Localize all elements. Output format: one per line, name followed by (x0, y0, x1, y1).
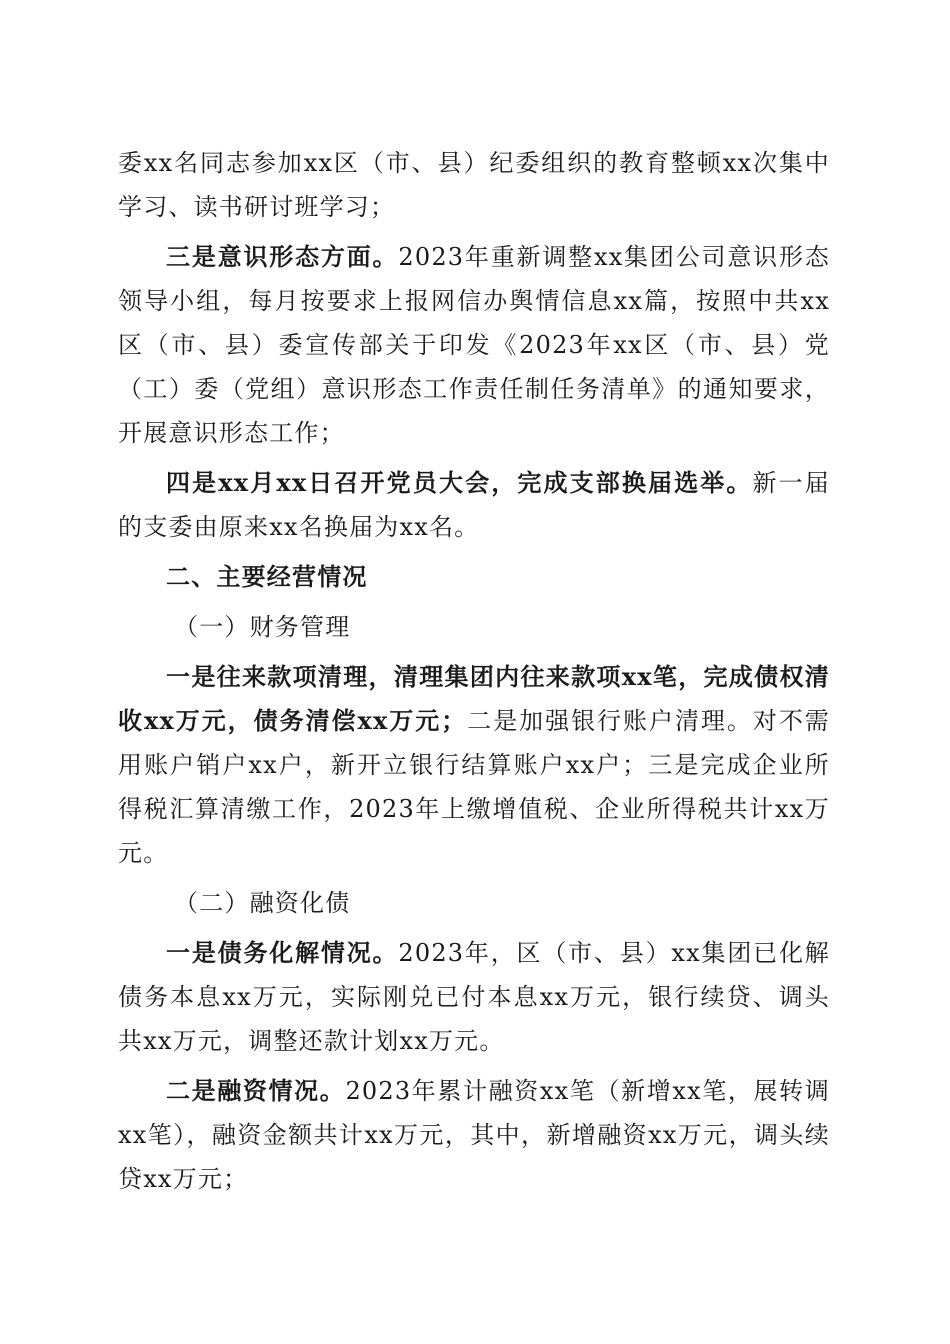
paragraph-training (118, 141, 830, 229)
subsection-heading-financing: （二）融资化债 (174, 889, 351, 917)
paragraph-text: 2023年累计融资xx笔（新增xx笔，展转调xx笔），融资金额共计xx万元，其中，新增融资xx万元，调头续贷xx万元； (118, 1077, 830, 1193)
paragraph-text: 2023年，区（市、县）xx集团已化解债务本息xx万元，实际刚兑已付本息xx万元，银行续贷、调头共xx万元，调整还款计划xx万元。 (118, 939, 830, 1055)
paragraph-debt (118, 931, 830, 1063)
subsection-heading-finance: （一）财务管理 (174, 613, 351, 641)
section-heading-operations: 二、主要经营情况 (166, 563, 368, 591)
paragraph-lead: 一是债务化解情况。 (166, 938, 399, 967)
paragraph-text: 2023年重新调整xx集团公司意识形态领导小组，每月按要求上报网信办舆情信息xx篇，按照中共xx区（市、县）委宣传部关于印发《2023年xx区（市、县）党（工）委（党组）意识形态工作责任制任务清单》的通知要求，开展意识形态工作； (118, 243, 830, 447)
paragraph-lead: 一是往来款项清理，清理集团内往来款项xx笔，完成债权清收xx万元，债务清偿xx万元； (118, 662, 830, 735)
paragraph-text: 委xx名同志参加xx区（市、县）纪委组织的教育整顿xx次集中学习、读书研讨班学习； (118, 149, 830, 221)
paragraph-finance (118, 655, 830, 875)
paragraph-text: 新一届的支委由原来xx名换届为xx名。 (118, 469, 830, 541)
paragraph-lead: 四是xx月xx日召开党员大会，完成支部换届选举。 (166, 468, 753, 497)
paragraph-text: 二是加强银行账户清理。对不需用账户销户xx户，新开立银行结算账户xx户；三是完成企业所得税汇算清缴工作，2023年上缴增值税、企业所得税共计xx万元。 (118, 707, 830, 867)
paragraph-financing (118, 1069, 830, 1201)
paragraph-lead: 三是意识形态方面。 (166, 242, 399, 271)
paragraph-election (118, 461, 830, 549)
paragraph-lead: 二是融资情况。 (166, 1076, 346, 1105)
paragraph-ideology (118, 235, 830, 455)
document-body (118, 141, 830, 1207)
